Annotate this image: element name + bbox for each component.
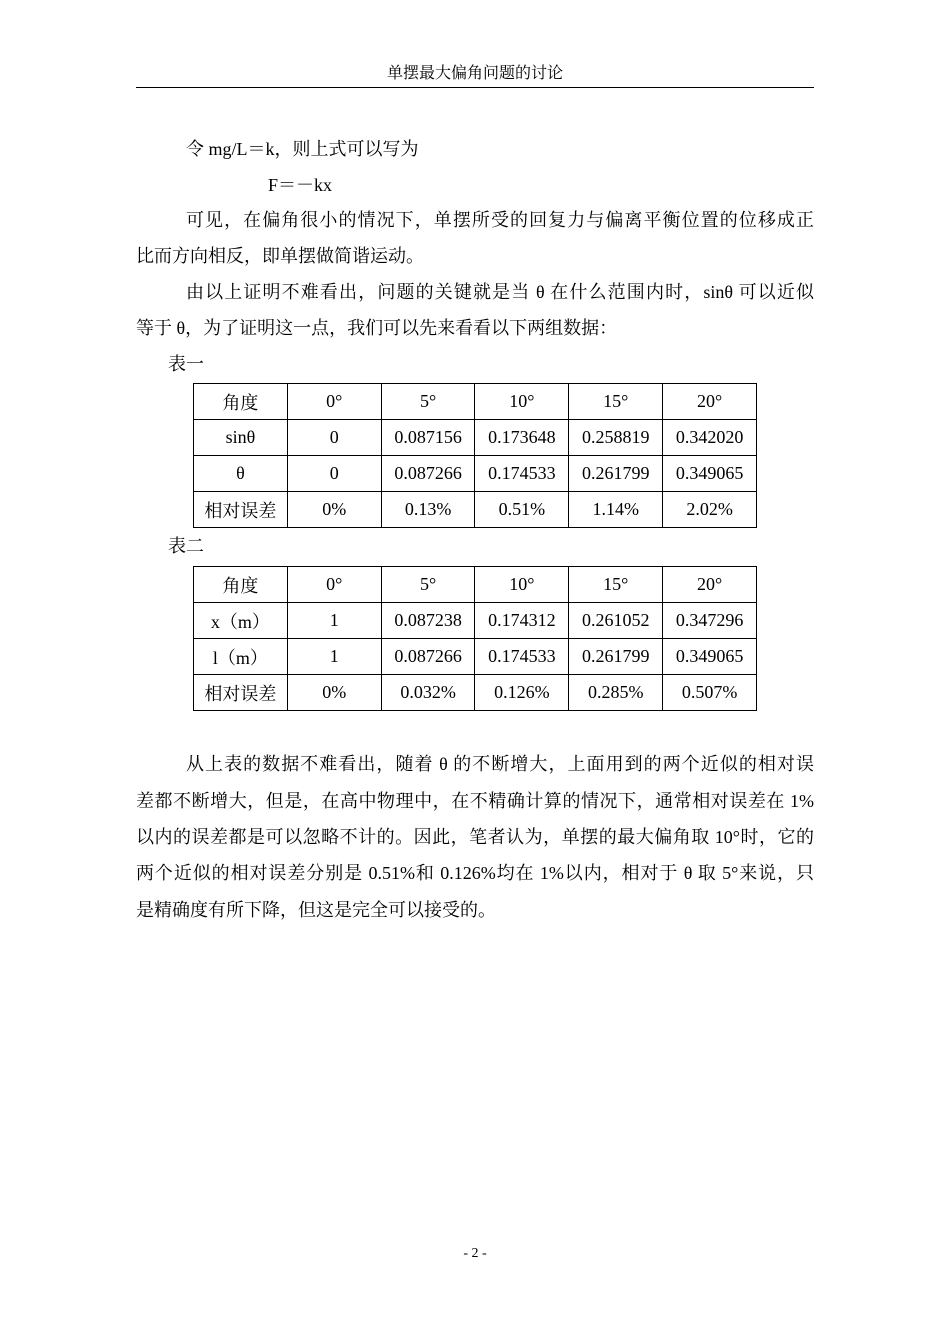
row-header-cell: 角度 <box>194 384 288 420</box>
table-cell: 0 <box>287 420 381 456</box>
table-cell: 0% <box>287 675 381 711</box>
row-header-cell: l（m） <box>194 639 288 675</box>
header-rule <box>136 87 814 88</box>
paragraph-line: 差都不断增大，但是，在高中物理中，在不精确计算的情况下，通常相对误差在 1% <box>136 791 814 811</box>
paragraph-line: 等于 θ，为了证明这一点，我们可以先来看看以下两组数据： <box>136 318 618 338</box>
table-cell: 20° <box>663 567 757 603</box>
table-row <box>194 675 757 711</box>
table-cell: 0 <box>287 456 381 492</box>
table-cell: 20° <box>663 384 757 420</box>
table-cell: 0° <box>287 384 381 420</box>
table-cell: 0.261799 <box>569 456 663 492</box>
table-row <box>194 492 757 528</box>
table-caption: 表二 <box>168 536 204 556</box>
table-cell: 0.087266 <box>381 456 475 492</box>
table-cell: 10° <box>475 384 569 420</box>
row-header-cell: 相对误差 <box>194 492 288 528</box>
row-header-cell: θ <box>194 456 288 492</box>
paragraph-line: 两个近似的相对误差分别是 0.51%和 0.126%均在 1%以内，相对于 θ 取 5°来说，只 <box>136 863 814 883</box>
table-row <box>194 384 757 420</box>
row-header-cell: x（m） <box>194 603 288 639</box>
table-cell: 0.174533 <box>475 639 569 675</box>
paragraph-line: 以内的误差都是可以忽略不计的。因此，笔者认为，单摆的最大偏角取 10°时，它的 <box>136 827 814 847</box>
table-cell: 5° <box>381 567 475 603</box>
row-header-cell: 相对误差 <box>194 675 288 711</box>
table-cell: 0.087238 <box>381 603 475 639</box>
table-cell: 0.174533 <box>475 456 569 492</box>
table-cell: 0.349065 <box>663 639 757 675</box>
table-cell: 0.087156 <box>381 420 475 456</box>
table-row <box>194 567 757 603</box>
table-cell: 0% <box>287 492 381 528</box>
table-cell: 1 <box>287 603 381 639</box>
table-cell: 0.261052 <box>569 603 663 639</box>
table-cell: 0.032% <box>381 675 475 711</box>
table-cell: 10° <box>475 567 569 603</box>
table-row <box>194 639 757 675</box>
table-cell: 1.14% <box>569 492 663 528</box>
table-cell: 0.51% <box>475 492 569 528</box>
table-cell: 1 <box>287 639 381 675</box>
table-cell: 0.285% <box>569 675 663 711</box>
table-cell: 0.126% <box>475 675 569 711</box>
paragraph-line: 由以上证明不难看出，问题的关键就是当 θ 在什么范围内时，sinθ 可以近似 <box>186 282 814 302</box>
data-table-1 <box>193 383 757 528</box>
table-cell: 0.13% <box>381 492 475 528</box>
table-cell: 0.173648 <box>475 420 569 456</box>
table-cell: 0° <box>287 567 381 603</box>
table-row <box>194 456 757 492</box>
page-number: - 2 - <box>463 1246 487 1261</box>
table-cell: 5° <box>381 384 475 420</box>
table-cell: 0.507% <box>663 675 757 711</box>
row-header-cell: 角度 <box>194 567 288 603</box>
table-row <box>194 420 757 456</box>
table-cell: 0.347296 <box>663 603 757 639</box>
data-table-2 <box>193 566 757 711</box>
row-header-cell: sinθ <box>194 420 288 456</box>
table-cell: 0.342020 <box>663 420 757 456</box>
table-caption: 表一 <box>168 354 204 374</box>
paragraph-line: 比而方向相反，即单摆做简谐运动。 <box>136 246 424 266</box>
table-cell: 0.087266 <box>381 639 475 675</box>
paragraph-line: 可见，在偏角很小的情况下，单摆所受的回复力与偏离平衡位置的位移成正 <box>186 210 814 230</box>
table-cell: 15° <box>569 384 663 420</box>
table-cell: 0.349065 <box>663 456 757 492</box>
paragraph-line: 从上表的数据不难看出，随着 θ 的不断增大，上面用到的两个近似的相对误 <box>186 754 814 774</box>
table-row <box>194 603 757 639</box>
table-cell: 0.258819 <box>569 420 663 456</box>
running-header: 单摆最大偏角问题的讨论 <box>386 65 563 82</box>
formula: F＝－kx <box>268 175 333 195</box>
paragraph-line: 令 mg/L＝k，则上式可以写为 <box>186 139 419 159</box>
table-cell: 2.02% <box>663 492 757 528</box>
table-cell: 0.174312 <box>475 603 569 639</box>
table-cell: 15° <box>569 567 663 603</box>
paragraph-line: 是精确度有所下降，但这是完全可以接受的。 <box>136 900 496 920</box>
table-cell: 0.261799 <box>569 639 663 675</box>
